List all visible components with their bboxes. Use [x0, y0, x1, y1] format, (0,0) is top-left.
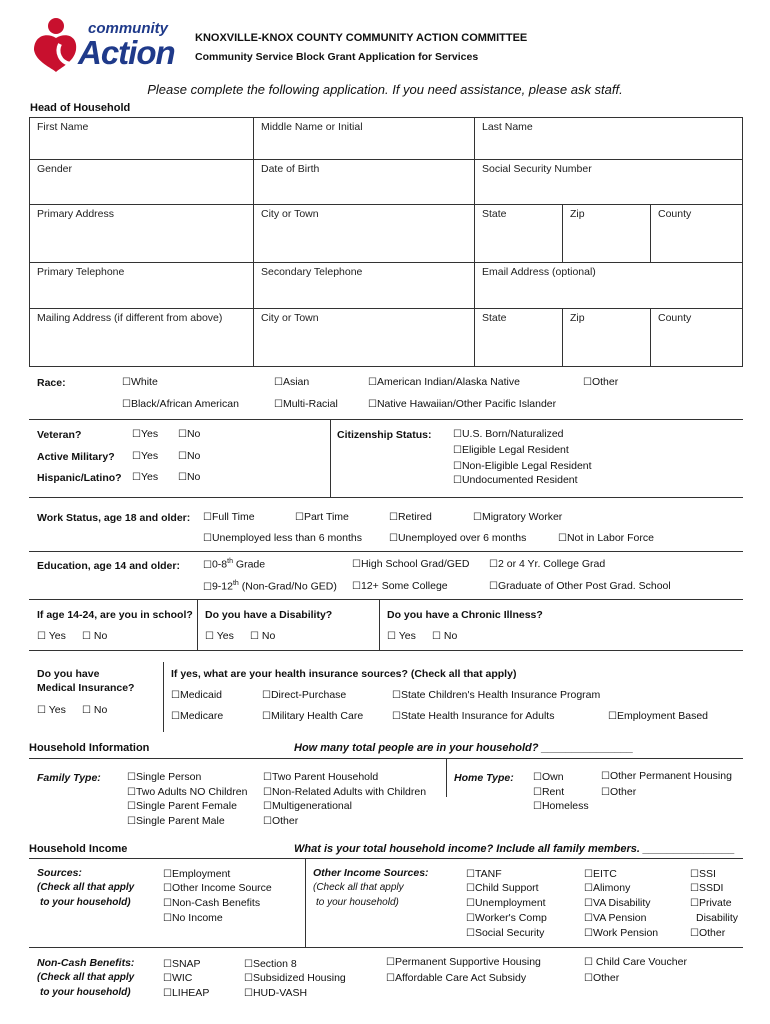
primary-address-label: Primary Address	[37, 208, 115, 220]
mailing-city-field[interactable]	[254, 309, 475, 366]
work-migratory-checkbox[interactable]	[473, 511, 562, 523]
divider	[305, 859, 306, 947]
edu-some-college-label: 12+ Some College	[360, 580, 448, 592]
veteran-yes-checkbox[interactable]	[132, 428, 158, 440]
military-no-label: No	[186, 450, 201, 462]
work-not-in-labor-label: Not in Labor Force	[566, 532, 654, 544]
veteran-yes-label: Yes	[140, 428, 159, 440]
edu-high-school-checkbox[interactable]	[352, 558, 470, 570]
county-field[interactable]	[651, 205, 742, 263]
household-income-title: Household Income	[29, 843, 128, 855]
other-work-pension-checkbox[interactable]	[584, 927, 658, 939]
ins-military-label: Military Health Care	[270, 710, 364, 722]
primary-address-field[interactable]	[30, 205, 254, 263]
edu-9-12-label: 9-12	[211, 580, 233, 593]
family-non-related-checkbox[interactable]	[263, 786, 426, 798]
divider	[29, 551, 743, 552]
disability-no-checkbox[interactable]	[250, 630, 275, 642]
primary-telephone-field[interactable]	[30, 263, 254, 309]
other-private-label: Private	[698, 897, 732, 909]
ins-direct-purchase-checkbox[interactable]	[262, 689, 346, 701]
edu-0-8-checkbox[interactable]	[203, 558, 265, 571]
family-other-checkbox[interactable]	[263, 815, 298, 827]
income-no-income-label: No Income	[171, 912, 223, 924]
work-part-time-label: Part Time	[303, 511, 349, 523]
income-no-income-checkbox[interactable]	[163, 912, 223, 924]
race-asian-checkbox[interactable]	[274, 376, 309, 388]
disability-question: Do you have a Disability?	[205, 609, 333, 621]
family-single-female-checkbox[interactable]	[127, 800, 237, 812]
sources-label: Sources:	[37, 867, 82, 879]
other-va-disability-label: VA Disability	[592, 897, 651, 909]
other-child-support-label: Child Support	[474, 882, 539, 894]
citizenship-eligible-label: Eligible Legal Resident	[461, 444, 569, 456]
school-no-label: No	[93, 630, 108, 642]
instructions: Please complete the following application. If you need assistance, please ask staff.	[147, 82, 623, 97]
military-no-checkbox[interactable]	[178, 450, 200, 462]
other-other-checkbox[interactable]	[690, 927, 725, 939]
disability-yes-label: Yes	[216, 630, 234, 642]
race-white-checkbox[interactable]	[122, 376, 158, 388]
dob-label: Date of Birth	[261, 163, 320, 175]
other-private-disability-label: Disability	[696, 912, 739, 924]
insurance-question-line1: Do you have	[37, 668, 100, 680]
mailing-county-label: County	[658, 312, 692, 324]
email-field[interactable]	[475, 263, 742, 309]
logo-word-community: community	[88, 20, 169, 37]
home-rent-checkbox[interactable]	[533, 786, 564, 798]
ins-chip-checkbox[interactable]	[392, 689, 600, 701]
hispanic-no-checkbox[interactable]	[178, 471, 200, 483]
work-full-time-checkbox[interactable]	[203, 511, 255, 523]
race-white-label: White	[130, 376, 158, 388]
chronic-yes-label: Yes	[398, 630, 416, 642]
school-yes-label: Yes	[48, 630, 66, 642]
other-eitc-checkbox[interactable]	[584, 868, 617, 880]
race-multi-racial-checkbox[interactable]	[274, 398, 338, 410]
noncash-check-note-1: (Check all that apply	[37, 972, 135, 983]
edu-college-grad-label: 2 or 4 Yr. College Grad	[497, 558, 606, 570]
edu-0-8-label: 0-8	[211, 558, 228, 571]
other-child-support-checkbox[interactable]	[466, 882, 539, 894]
other-ssdi-checkbox[interactable]	[690, 882, 723, 894]
household-count-question[interactable]: How many total people are in your household? _______________	[294, 742, 634, 754]
work-unemployed-less-label: Unemployed less than 6 months	[211, 532, 362, 544]
chronic-illness-question: Do you have a Chronic Illness?	[387, 609, 543, 621]
noncash-other-label: Other	[592, 972, 620, 984]
income-other-source-checkbox[interactable]	[163, 882, 272, 894]
race-native-hawaiian-checkbox[interactable]	[368, 398, 556, 410]
other-ssi-label: SSI	[698, 868, 716, 880]
work-unemployed-less-checkbox[interactable]	[203, 532, 362, 544]
noncash-supportive-housing-label: Permanent Supportive Housing	[394, 956, 541, 968]
other-other-label: Other	[698, 927, 726, 939]
income-non-cash-label: Non-Cash Benefits	[171, 897, 261, 909]
state-label: State	[482, 208, 507, 220]
noncash-snap-checkbox[interactable]	[163, 958, 201, 970]
home-own-label: Own	[541, 771, 564, 783]
noncash-subsidized-checkbox[interactable]	[244, 972, 346, 984]
family-single-male-label: Single Parent Male	[135, 815, 225, 827]
other-ssi-checkbox[interactable]	[690, 868, 716, 880]
org-title: KNOXVILLE-KNOX COUNTY COMMUNITY ACTION COMMITTEE	[195, 32, 528, 44]
ins-medicare-checkbox[interactable]	[171, 710, 223, 722]
noncash-section8-label: Section 8	[252, 958, 297, 970]
middle-name-label: Middle Name or Initial	[261, 121, 363, 133]
mailing-state-label: State	[482, 312, 507, 324]
family-other-label: Other	[271, 815, 299, 827]
divider	[29, 758, 743, 759]
race-native-hawaiian-label: Native Hawaiian/Other Pacific Islander	[376, 398, 557, 410]
noncash-wic-checkbox[interactable]	[163, 972, 192, 984]
veteran-label: Veteran?	[37, 429, 82, 441]
hispanic-yes-label: Yes	[140, 471, 159, 483]
citizenship-undocumented-label: Undocumented Resident	[461, 474, 578, 486]
family-two-adults-checkbox[interactable]	[127, 786, 247, 798]
citizenship-label: Citizenship Status:	[337, 429, 432, 441]
noncash-child-care-checkbox[interactable]	[584, 956, 687, 968]
city-label: City or Town	[261, 208, 319, 220]
ins-chip-label: State Children's Health Insurance Program	[400, 689, 601, 701]
zip-label: Zip	[570, 208, 585, 220]
last-name-field[interactable]	[475, 118, 742, 160]
chronic-no-checkbox[interactable]	[432, 630, 457, 642]
email-label: Email Address (optional)	[482, 266, 596, 278]
hispanic-label: Hispanic/Latino?	[37, 472, 122, 484]
insurance-no-checkbox[interactable]	[82, 704, 107, 716]
income-non-cash-checkbox[interactable]	[163, 897, 260, 909]
dob-field[interactable]	[254, 160, 475, 205]
ins-direct-purchase-label: Direct-Purchase	[270, 689, 347, 701]
form-title: Community Service Block Grant Application for Services	[195, 51, 479, 63]
other-social-security-label: Social Security	[474, 927, 545, 939]
race-label: Race:	[37, 377, 66, 389]
noncash-snap-label: SNAP	[171, 958, 201, 970]
middle-name-field[interactable]	[254, 118, 475, 160]
divider	[446, 759, 447, 797]
other-check-note-2: to your household)	[316, 897, 399, 908]
family-two-adults-label: Two Adults NO Children	[135, 786, 248, 798]
mailing-state-field[interactable]	[475, 309, 563, 366]
hispanic-no-label: No	[186, 471, 201, 483]
total-income-question[interactable]: What is your total household income? Include all family members. _______________	[294, 843, 735, 855]
other-ssdi-label: SSDI	[698, 882, 724, 894]
gender-field[interactable]	[30, 160, 254, 205]
citizenship-undocumented-checkbox[interactable]	[453, 474, 578, 486]
other-va-pension-label: VA Pension	[592, 912, 647, 924]
first-name-label: First Name	[37, 121, 89, 133]
other-unemployment-label: Unemployment	[474, 897, 546, 909]
other-tanf-label: TANF	[474, 868, 502, 880]
income-employment-label: Employment	[171, 868, 231, 880]
race-asian-label: Asian	[282, 376, 310, 388]
hispanic-yes-checkbox[interactable]	[132, 471, 158, 483]
noncash-subsidized-label: Subsidized Housing	[252, 972, 346, 984]
ins-medicaid-label: Medicaid	[179, 689, 222, 701]
race-american-indian-label: American Indian/Alaska Native	[376, 376, 520, 388]
edu-9-12-tail: (Non-Grad/No GED)	[238, 580, 337, 593]
work-unemployed-over-label: Unemployed over 6 months	[397, 532, 527, 544]
noncash-hud-vash-checkbox[interactable]	[244, 987, 307, 999]
ins-employment-checkbox[interactable]	[608, 710, 708, 722]
edu-0-8-tail: Grade	[233, 558, 266, 571]
work-retired-checkbox[interactable]	[389, 511, 432, 523]
ins-state-adults-label: State Health Insurance for Adults	[400, 710, 555, 722]
ssn-field[interactable]	[475, 160, 742, 205]
chronic-no-label: No	[443, 630, 458, 642]
race-black-label: Black/African American	[130, 398, 239, 410]
family-single-female-label: Single Parent Female	[135, 800, 237, 812]
home-other-permanent-label: Other Permanent Housing	[609, 770, 732, 782]
edu-9-12-checkbox[interactable]	[203, 580, 337, 593]
primary-telephone-label: Primary Telephone	[37, 266, 125, 278]
last-name-label: Last Name	[482, 121, 533, 133]
citizenship-eligible-checkbox[interactable]	[453, 444, 569, 456]
work-part-time-checkbox[interactable]	[295, 511, 349, 523]
first-name-field[interactable]	[30, 118, 254, 160]
zip-field[interactable]	[563, 205, 651, 263]
active-military-label: Active Military?	[37, 451, 115, 463]
divider	[29, 599, 743, 600]
other-workers-comp-checkbox[interactable]	[466, 912, 547, 924]
home-rent-label: Rent	[541, 786, 565, 798]
family-single-male-checkbox[interactable]	[127, 815, 225, 827]
disability-no-label: No	[261, 630, 276, 642]
citizenship-non-eligible-checkbox[interactable]	[453, 460, 592, 472]
divider	[29, 650, 743, 651]
noncash-aca-label: Affordable Care Act Subsidy	[394, 972, 527, 984]
insurance-yes-checkbox[interactable]	[37, 704, 66, 716]
divider	[379, 600, 380, 650]
edu-graduate-label: Graduate of Other Post Grad. School	[497, 580, 671, 592]
disability-yes-checkbox[interactable]	[205, 630, 234, 642]
edu-some-college-checkbox[interactable]	[352, 580, 448, 592]
in-school-question: If age 14-24, are you in school?	[37, 609, 193, 621]
county-label: County	[658, 208, 692, 220]
work-full-time-label: Full Time	[211, 511, 255, 523]
head-of-household-title: Head of Household	[30, 102, 131, 114]
noncash-other-checkbox[interactable]	[584, 972, 619, 984]
mailing-city-label: City or Town	[261, 312, 319, 324]
ins-medicaid-checkbox[interactable]	[171, 689, 222, 701]
citizenship-us-born-checkbox[interactable]	[453, 428, 564, 440]
other-check-note-1: (Check all that apply	[313, 882, 404, 893]
work-not-in-labor-checkbox[interactable]	[558, 532, 654, 544]
divider	[29, 858, 743, 859]
home-own-checkbox[interactable]	[533, 771, 564, 783]
work-retired-label: Retired	[397, 511, 432, 523]
family-two-parent-checkbox[interactable]	[263, 771, 378, 783]
family-single-person-checkbox[interactable]	[127, 771, 201, 783]
home-other-label: Other	[609, 786, 637, 798]
mailing-county-field[interactable]	[651, 309, 742, 366]
race-american-indian-checkbox[interactable]	[368, 376, 520, 388]
divider	[197, 600, 198, 650]
race-multi-racial-label: Multi-Racial	[282, 398, 338, 410]
logo-word-action: Action	[78, 34, 175, 71]
income-other-source-label: Other Income Source	[171, 882, 272, 894]
race-other-label: Other	[591, 376, 619, 388]
military-yes-checkbox[interactable]	[132, 450, 158, 462]
citizenship-non-eligible-label: Non-Eligible Legal Resident	[461, 460, 592, 472]
noncash-section8-checkbox[interactable]	[244, 958, 297, 970]
noncash-wic-label: WIC	[171, 972, 193, 984]
other-income-label: Other Income Sources:	[313, 867, 429, 879]
divider	[163, 662, 164, 732]
ssn-label: Social Security Number	[482, 163, 592, 175]
family-multigenerational-label: Multigenerational	[271, 800, 352, 812]
home-type-label: Home Type:	[454, 772, 514, 784]
city-field[interactable]	[254, 205, 475, 263]
logo	[30, 12, 175, 74]
race-other-checkbox[interactable]	[583, 376, 618, 388]
edu-college-grad-checkbox[interactable]	[489, 558, 605, 570]
citizenship-us-born-label: U.S. Born/Naturalized	[461, 428, 564, 440]
noncash-liheap-checkbox[interactable]	[163, 987, 209, 999]
home-other-permanent-checkbox[interactable]	[601, 770, 732, 782]
other-alimony-label: Alimony	[592, 882, 631, 894]
other-private-checkbox[interactable]	[690, 897, 732, 909]
other-workers-comp-label: Worker's Comp	[474, 912, 547, 924]
noncash-supportive-housing-checkbox[interactable]	[386, 956, 541, 968]
veteran-no-label: No	[186, 428, 201, 440]
mailing-zip-label: Zip	[570, 312, 585, 324]
noncash-child-care-label: Child Care Voucher	[595, 956, 687, 968]
veteran-no-checkbox[interactable]	[178, 428, 200, 440]
sources-check-note-1: (Check all that apply	[37, 882, 135, 893]
divider	[29, 497, 743, 498]
noncash-check-note-2: to your household)	[40, 987, 131, 998]
state-field[interactable]	[475, 205, 563, 263]
school-no-checkbox[interactable]	[82, 630, 107, 642]
family-two-parent-label: Two Parent Household	[271, 771, 379, 783]
ins-medicare-label: Medicare	[179, 710, 224, 722]
mailing-address-field[interactable]	[30, 309, 254, 366]
family-type-label: Family Type:	[37, 772, 101, 784]
other-work-pension-label: Work Pension	[592, 927, 659, 939]
work-unemployed-over-checkbox[interactable]	[389, 532, 526, 544]
noncash-liheap-label: LIHEAP	[171, 987, 210, 999]
military-yes-label: Yes	[140, 450, 159, 462]
work-status-label: Work Status, age 18 and older:	[37, 512, 191, 524]
noncash-label: Non-Cash Benefits:	[37, 957, 135, 969]
family-non-related-label: Non-Related Adults with Children	[271, 786, 427, 798]
gender-label: Gender	[37, 163, 73, 175]
edu-0-8-sup: th	[227, 558, 233, 565]
other-eitc-label: EITC	[592, 868, 617, 880]
edu-high-school-label: High School Grad/GED	[360, 558, 470, 570]
income-employment-checkbox[interactable]	[163, 868, 230, 880]
ins-state-adults-checkbox[interactable]	[392, 710, 554, 722]
home-homeless-label: Homeless	[541, 800, 589, 812]
mailing-zip-field[interactable]	[563, 309, 651, 366]
work-migratory-label: Migratory Worker	[481, 511, 563, 523]
edu-9-12-sup: th	[232, 580, 239, 587]
insurance-yes-label: Yes	[48, 704, 66, 716]
education-label: Education, age 14 and older:	[37, 560, 180, 572]
divider	[29, 947, 743, 948]
ins-employment-label: Employment Based	[616, 710, 709, 722]
noncash-hud-vash-label: HUD-VASH	[252, 987, 308, 999]
home-homeless-checkbox[interactable]	[533, 800, 589, 812]
noncash-aca-checkbox[interactable]	[386, 972, 526, 984]
secondary-telephone-label: Secondary Telephone	[261, 266, 363, 278]
head-of-household-grid	[29, 117, 743, 367]
family-multigenerational-checkbox[interactable]	[263, 800, 352, 812]
school-yes-checkbox[interactable]	[37, 630, 66, 642]
household-info-title: Household Information	[29, 742, 150, 754]
other-va-pension-checkbox[interactable]	[584, 912, 646, 924]
insurance-question-line2: Medical Insurance?	[37, 682, 135, 694]
race-black-checkbox[interactable]	[122, 398, 239, 410]
ins-military-checkbox[interactable]	[262, 710, 363, 722]
divider	[29, 419, 743, 420]
other-va-disability-checkbox[interactable]	[584, 897, 651, 909]
edu-graduate-checkbox[interactable]	[489, 580, 671, 592]
insurance-sources-question: If yes, what are your health insurance sources? (Check all that apply)	[171, 668, 517, 680]
mailing-address-label: Mailing Address (if different from above)	[37, 312, 223, 324]
other-alimony-checkbox[interactable]	[584, 882, 630, 894]
other-unemployment-checkbox[interactable]	[466, 897, 546, 909]
chronic-yes-checkbox[interactable]	[387, 630, 416, 642]
divider	[330, 420, 331, 497]
secondary-telephone-field[interactable]	[254, 263, 475, 309]
sources-check-note-2: to your household)	[40, 897, 131, 908]
other-tanf-checkbox[interactable]	[466, 868, 502, 880]
home-other-checkbox[interactable]	[601, 786, 636, 798]
family-single-person-label: Single Person	[135, 771, 202, 783]
other-social-security-checkbox[interactable]	[466, 927, 544, 939]
insurance-no-label: No	[93, 704, 108, 716]
